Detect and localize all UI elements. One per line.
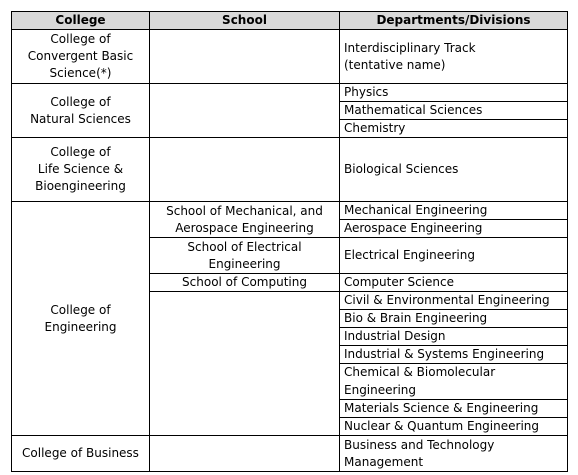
table-row	[12, 436, 568, 472]
department-cell: Engineering	[340, 382, 568, 400]
school-name-line: School of Electrical	[187, 239, 302, 254]
department-cell: Aerospace Engineering	[340, 220, 568, 238]
school-cell: School of Computing	[150, 274, 340, 292]
header-row	[12, 12, 568, 30]
college-name-line: Bioengineering	[35, 179, 126, 193]
department-cell	[340, 30, 568, 84]
college-name-line: Engineering	[44, 319, 117, 334]
department-cell: Biological Sciences	[340, 138, 568, 202]
college-name-line: College of	[50, 302, 111, 317]
table-row	[12, 30, 568, 84]
school-name-line: Aerospace Engineering	[175, 220, 314, 235]
department-cell: Computer Science	[340, 274, 568, 292]
school-cell	[150, 238, 340, 274]
department-cell: Chemical & Biomolecular	[340, 364, 568, 382]
school-cell	[150, 292, 340, 436]
school-cell	[150, 138, 340, 202]
college-name-line: College of	[50, 32, 111, 46]
table-row	[12, 138, 568, 202]
school-name-line: Engineering	[208, 256, 281, 271]
college-name-line: Natural Sciences	[30, 111, 131, 126]
department-cell: Industrial Design	[340, 328, 568, 346]
college-name-line: College of	[50, 94, 111, 109]
college-name-line: College of	[50, 145, 111, 159]
department-cell: Physics	[340, 84, 568, 102]
college-cell: College of Business	[12, 436, 150, 472]
college-cell	[12, 84, 150, 138]
department-cell: Mechanical Engineering	[340, 202, 568, 220]
department-line: (tentative name)	[344, 57, 446, 72]
department-line: Business and Technology	[344, 437, 495, 452]
college-name-line: Convergent Basic	[27, 49, 134, 63]
college-table	[11, 11, 568, 472]
college-cell	[12, 30, 150, 84]
college-name-line: Life Science &	[37, 162, 124, 176]
department-cell: Mathematical Sciences	[340, 102, 568, 120]
header-college: College	[12, 12, 150, 30]
school-cell	[150, 202, 340, 238]
table-row	[12, 202, 568, 220]
department-cell: Bio & Brain Engineering	[340, 310, 568, 328]
header-departments: Departments/Divisions	[340, 12, 568, 30]
department-cell: Electrical Engineering	[340, 238, 568, 274]
department-cell: Materials Science & Engineering	[340, 400, 568, 418]
header-school: School	[150, 12, 340, 30]
school-cell	[150, 30, 340, 84]
table-row	[12, 84, 568, 102]
college-cell	[12, 138, 150, 202]
department-cell: Civil & Environmental Engineering	[340, 292, 568, 310]
school-cell	[150, 436, 340, 472]
department-line: Management	[344, 454, 424, 469]
department-cell	[340, 436, 568, 472]
college-name-line: Science(*)	[49, 66, 112, 80]
school-name-line: School of Mechanical, and	[166, 203, 323, 218]
department-cell: Chemistry	[340, 120, 568, 138]
department-cell: Nuclear & Quantum Engineering	[340, 418, 568, 436]
college-cell	[12, 202, 150, 436]
department-line: Interdisciplinary Track	[344, 40, 476, 55]
department-cell: Industrial & Systems Engineering	[340, 346, 568, 364]
school-cell	[150, 84, 340, 138]
